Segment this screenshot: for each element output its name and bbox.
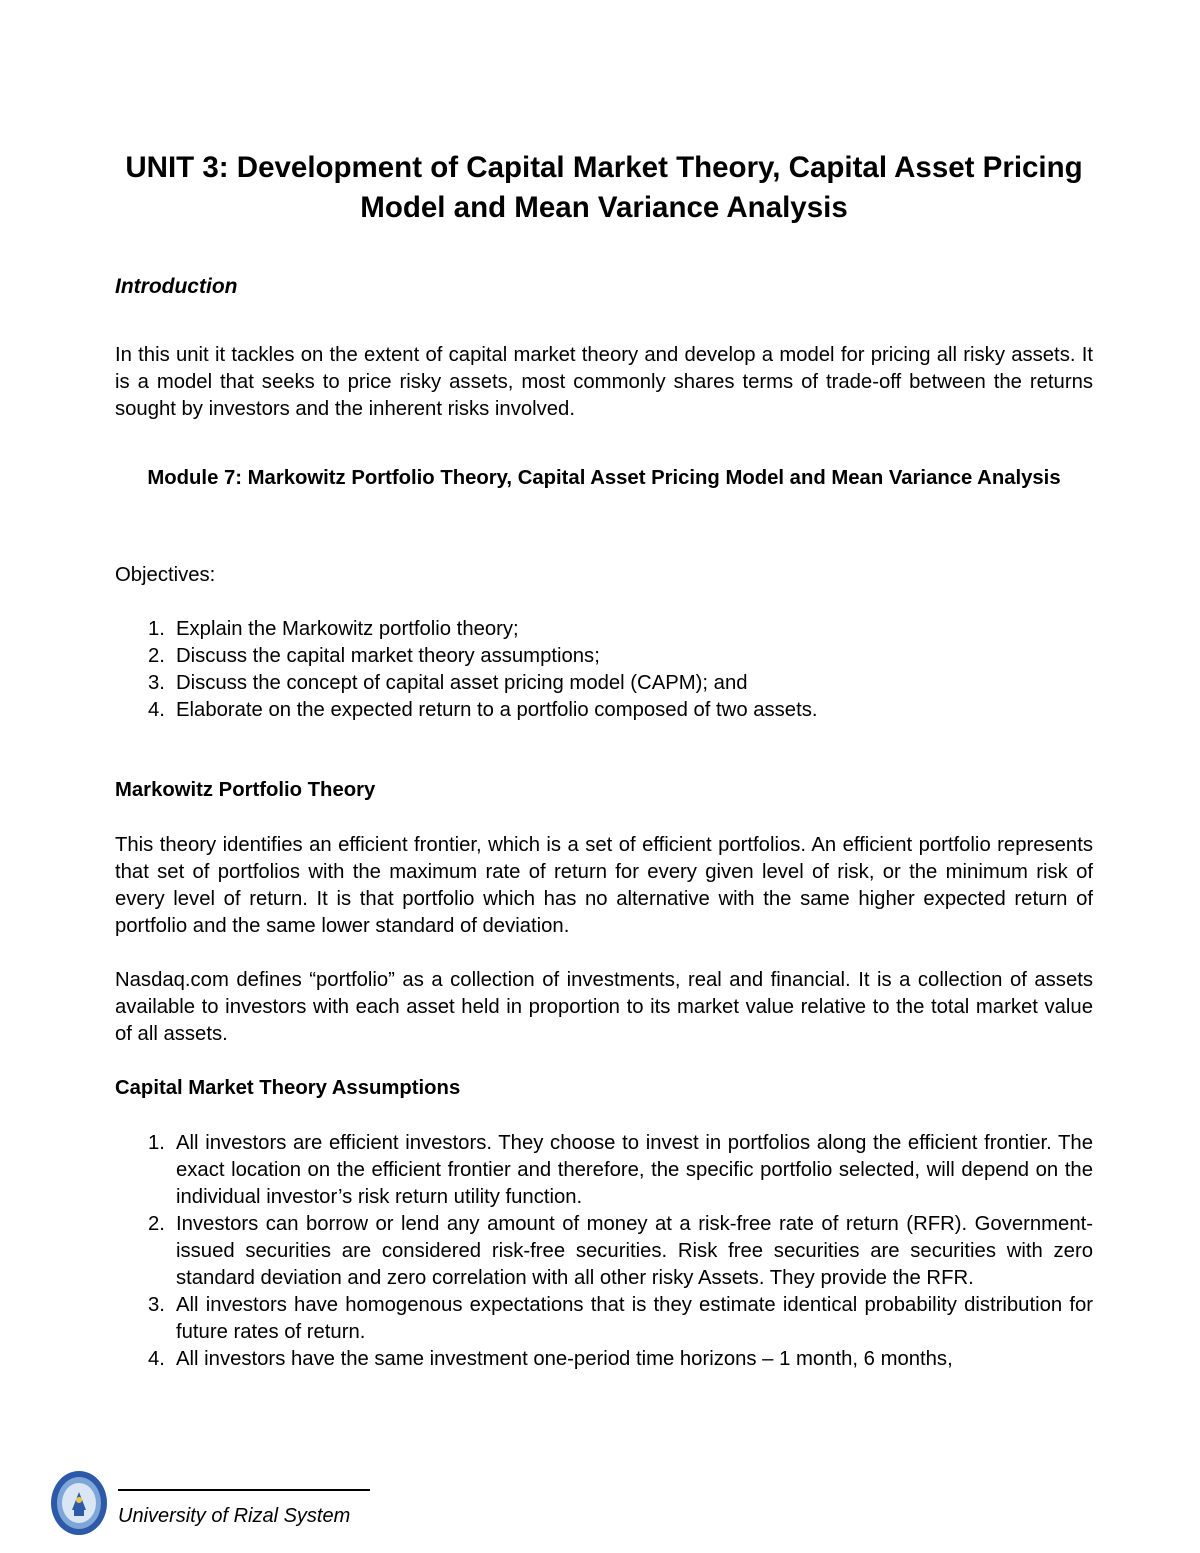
unit-title: UNIT 3: Development of Capital Market Theory, Capital Asset Pricing Model and Mean Variance Analysis [125, 151, 1083, 224]
list-text: Discuss the concept of capital asset pricing model (CAPM); and [176, 672, 748, 694]
list-text: All investors have the same investment one-period time horizons – 1 month, 6 months, [176, 1348, 953, 1370]
module-title: Module 7: Markowitz Portfolio Theory, Capital Asset Pricing Model and Mean Variance Analysis [147, 467, 1061, 489]
list-item [115, 1346, 1093, 1373]
list-number: 1. [148, 1132, 165, 1154]
list-number: 2. [148, 645, 165, 667]
objectives-label: Objectives: [115, 564, 216, 586]
list-number: 1. [148, 618, 165, 640]
list-number: 3. [148, 1294, 165, 1316]
introduction-heading: Introduction [115, 275, 238, 298]
markowitz-paragraph-2: Nasdaq.com defines “portfolio” as a collection of investments, real and financial. It is a collection of assets available to investors with each asset held in proportion to its market value relative to the total market value of all assets. [115, 969, 1093, 1045]
university-seal-icon [50, 1470, 108, 1536]
markowitz-heading: Markowitz Portfolio Theory [115, 779, 376, 801]
list-text: Discuss the capital market theory assumptions; [176, 645, 600, 667]
assumptions-heading: Capital Market Theory Assumptions [115, 1077, 461, 1099]
introduction-paragraph: In this unit it tackles on the extent of capital market theory and develop a model for pricing all risky assets. It is a model that seeks to price risky assets, most commonly shares terms of trade-off between the returns sought by investors and the inherent risks involved. [115, 344, 1093, 420]
list-item [115, 1130, 1093, 1211]
list-number: 2. [148, 1213, 165, 1235]
objectives-list [115, 616, 1093, 724]
list-item [115, 1292, 1093, 1346]
list-text: Investors can borrow or lend any amount of money at a risk-free rate of return (RFR). Government-issued securities are considered risk-free securities. Risk free securities are securities with zero standard deviation and zero correlation with all other risky Assets. They provide the RFR. [176, 1213, 1093, 1289]
list-item [115, 670, 1093, 697]
list-number: 3. [148, 672, 165, 694]
list-number: 4. [148, 1348, 165, 1370]
list-text: Explain the Markowitz portfolio theory; [176, 618, 519, 640]
list-item [115, 1211, 1093, 1292]
footer-divider [118, 1489, 370, 1491]
footer-institution: University of Rizal System [118, 1505, 351, 1527]
list-text: Elaborate on the expected return to a portfolio composed of two assets. [176, 699, 818, 721]
list-number: 4. [148, 699, 165, 721]
markowitz-paragraph-1: This theory identifies an efficient frontier, which is a set of efficient portfolios. An efficient portfolio represents that set of portfolios with the maximum rate of return for every given level of risk, or the minimum risk of every level of return. It is that portfolio which has no alternative with the same higher expected return of portfolio and the same lower standard of deviation. [115, 834, 1093, 937]
list-item [115, 697, 1093, 724]
list-text: All investors have homogenous expectations that is they estimate identical probability distribution for future rates of return. [176, 1294, 1093, 1343]
list-text: All investors are efficient investors. They choose to invest in portfolios along the efficient frontier. The exact location on the efficient frontier and therefore, the specific portfolio selected, will depend on the individual investor’s risk return utility function. [176, 1132, 1093, 1208]
list-item [115, 616, 1093, 643]
list-item [115, 643, 1093, 670]
assumptions-list [115, 1130, 1093, 1373]
